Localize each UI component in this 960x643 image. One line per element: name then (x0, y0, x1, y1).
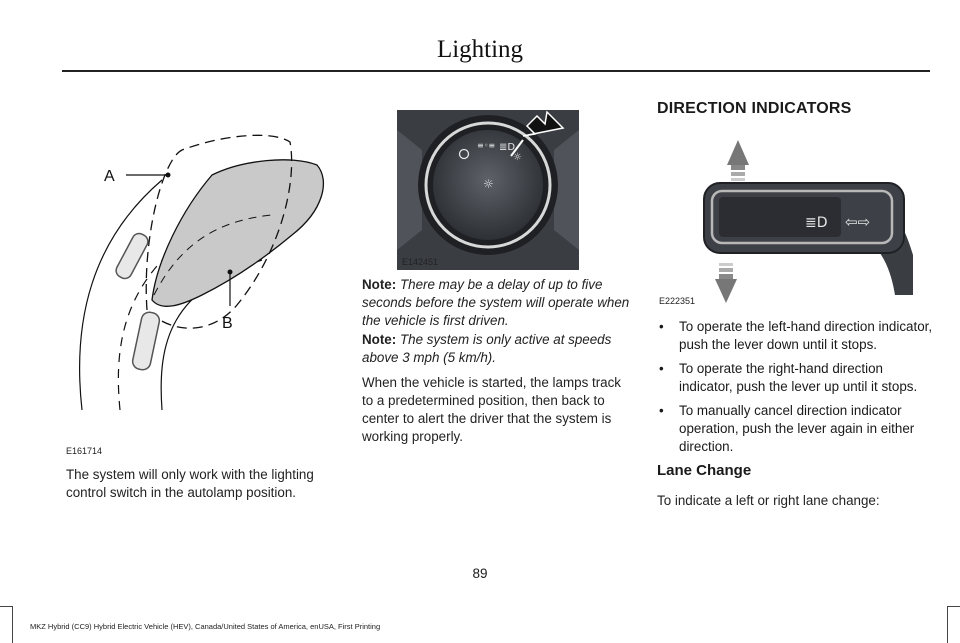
bullet-marker: • (659, 361, 664, 376)
list-item-text: To operate the left-hand direction indicator, push the lever down until it stops. (679, 319, 933, 352)
instructions-list (657, 318, 937, 462)
callout-label-a: A (104, 168, 115, 185)
headlamp-icon: ≣D (499, 142, 516, 153)
list-item (657, 318, 937, 354)
bullet-marker: • (659, 403, 664, 418)
section-heading-direction-indicators: DIRECTION INDICATORS (657, 100, 852, 117)
vehicle-ahead (114, 231, 151, 281)
lighting-switch-figure (397, 110, 579, 270)
parking-lamp-icon: ≡◦≡ (477, 141, 496, 150)
list-item-text: To manually cancel direction indicator operation, push the lever again in either direction. (679, 403, 915, 454)
dashboard-light-icon: ☼ (483, 177, 494, 191)
arrow-up-icon (727, 140, 749, 181)
callout-dot-a (166, 173, 171, 178)
footer-line: MKZ Hybrid (CC9) Hybrid Electric Vehicle (HEV), Canada/United States of America, enUSA, First Printing (30, 622, 381, 631)
callout-dot-b (228, 270, 233, 275)
auto-lamp-icon: ☼ (513, 152, 522, 163)
header-rule (62, 70, 930, 72)
page-title: Lighting (436, 36, 524, 63)
list-item-text: To operate the right-hand direction indicator, push the lever up until it stops. (679, 361, 918, 394)
crop-mark-left-horizontal (0, 606, 12, 607)
crop-mark-right-horizontal (947, 606, 960, 607)
bullet-marker: • (659, 319, 664, 334)
figure-code-beam: E161714 (66, 446, 103, 456)
middle-paragraph: When the vehicle is started, the lamps track to a predetermined position, then back to center to alert the driver that the system is working properly. (362, 375, 621, 444)
high-beam-icon: ≣D (805, 215, 828, 231)
figure-code-switch: E142451 (402, 257, 439, 267)
road-edge-left (80, 180, 162, 410)
note-1 (362, 276, 634, 330)
note-2-label: Note: (362, 332, 397, 347)
subheading-lane-change: Lane Change (657, 462, 752, 479)
arrow-down-icon (715, 263, 737, 303)
direction-arrows-icon: ⇦⇨ (845, 213, 871, 231)
vehicle-own (131, 311, 161, 371)
note-1-text: There may be a delay of up to five seconds before the system will operate when the vehicle is first driven. (362, 277, 630, 328)
right-paragraph: To indicate a left or right lane change: (657, 493, 880, 508)
callout-label-b: B (222, 315, 233, 332)
figure-code-lever: E222351 (659, 296, 696, 306)
note-2-text: The system is only active at speeds above 3 mph (5 km/h). (362, 332, 612, 365)
list-item (657, 360, 937, 396)
left-paragraph: The system will only work with the lighting control switch in the autolamp position. (66, 467, 314, 500)
beam-diagram (62, 120, 342, 420)
beam-shaded-area (152, 160, 323, 307)
crop-mark-right (947, 606, 948, 643)
note-2 (362, 331, 634, 367)
list-item (657, 402, 937, 456)
indicator-lever-figure (657, 135, 917, 307)
note-1-label: Note: (362, 277, 397, 292)
page-number: 89 (472, 566, 488, 581)
crop-mark-left (12, 606, 13, 643)
